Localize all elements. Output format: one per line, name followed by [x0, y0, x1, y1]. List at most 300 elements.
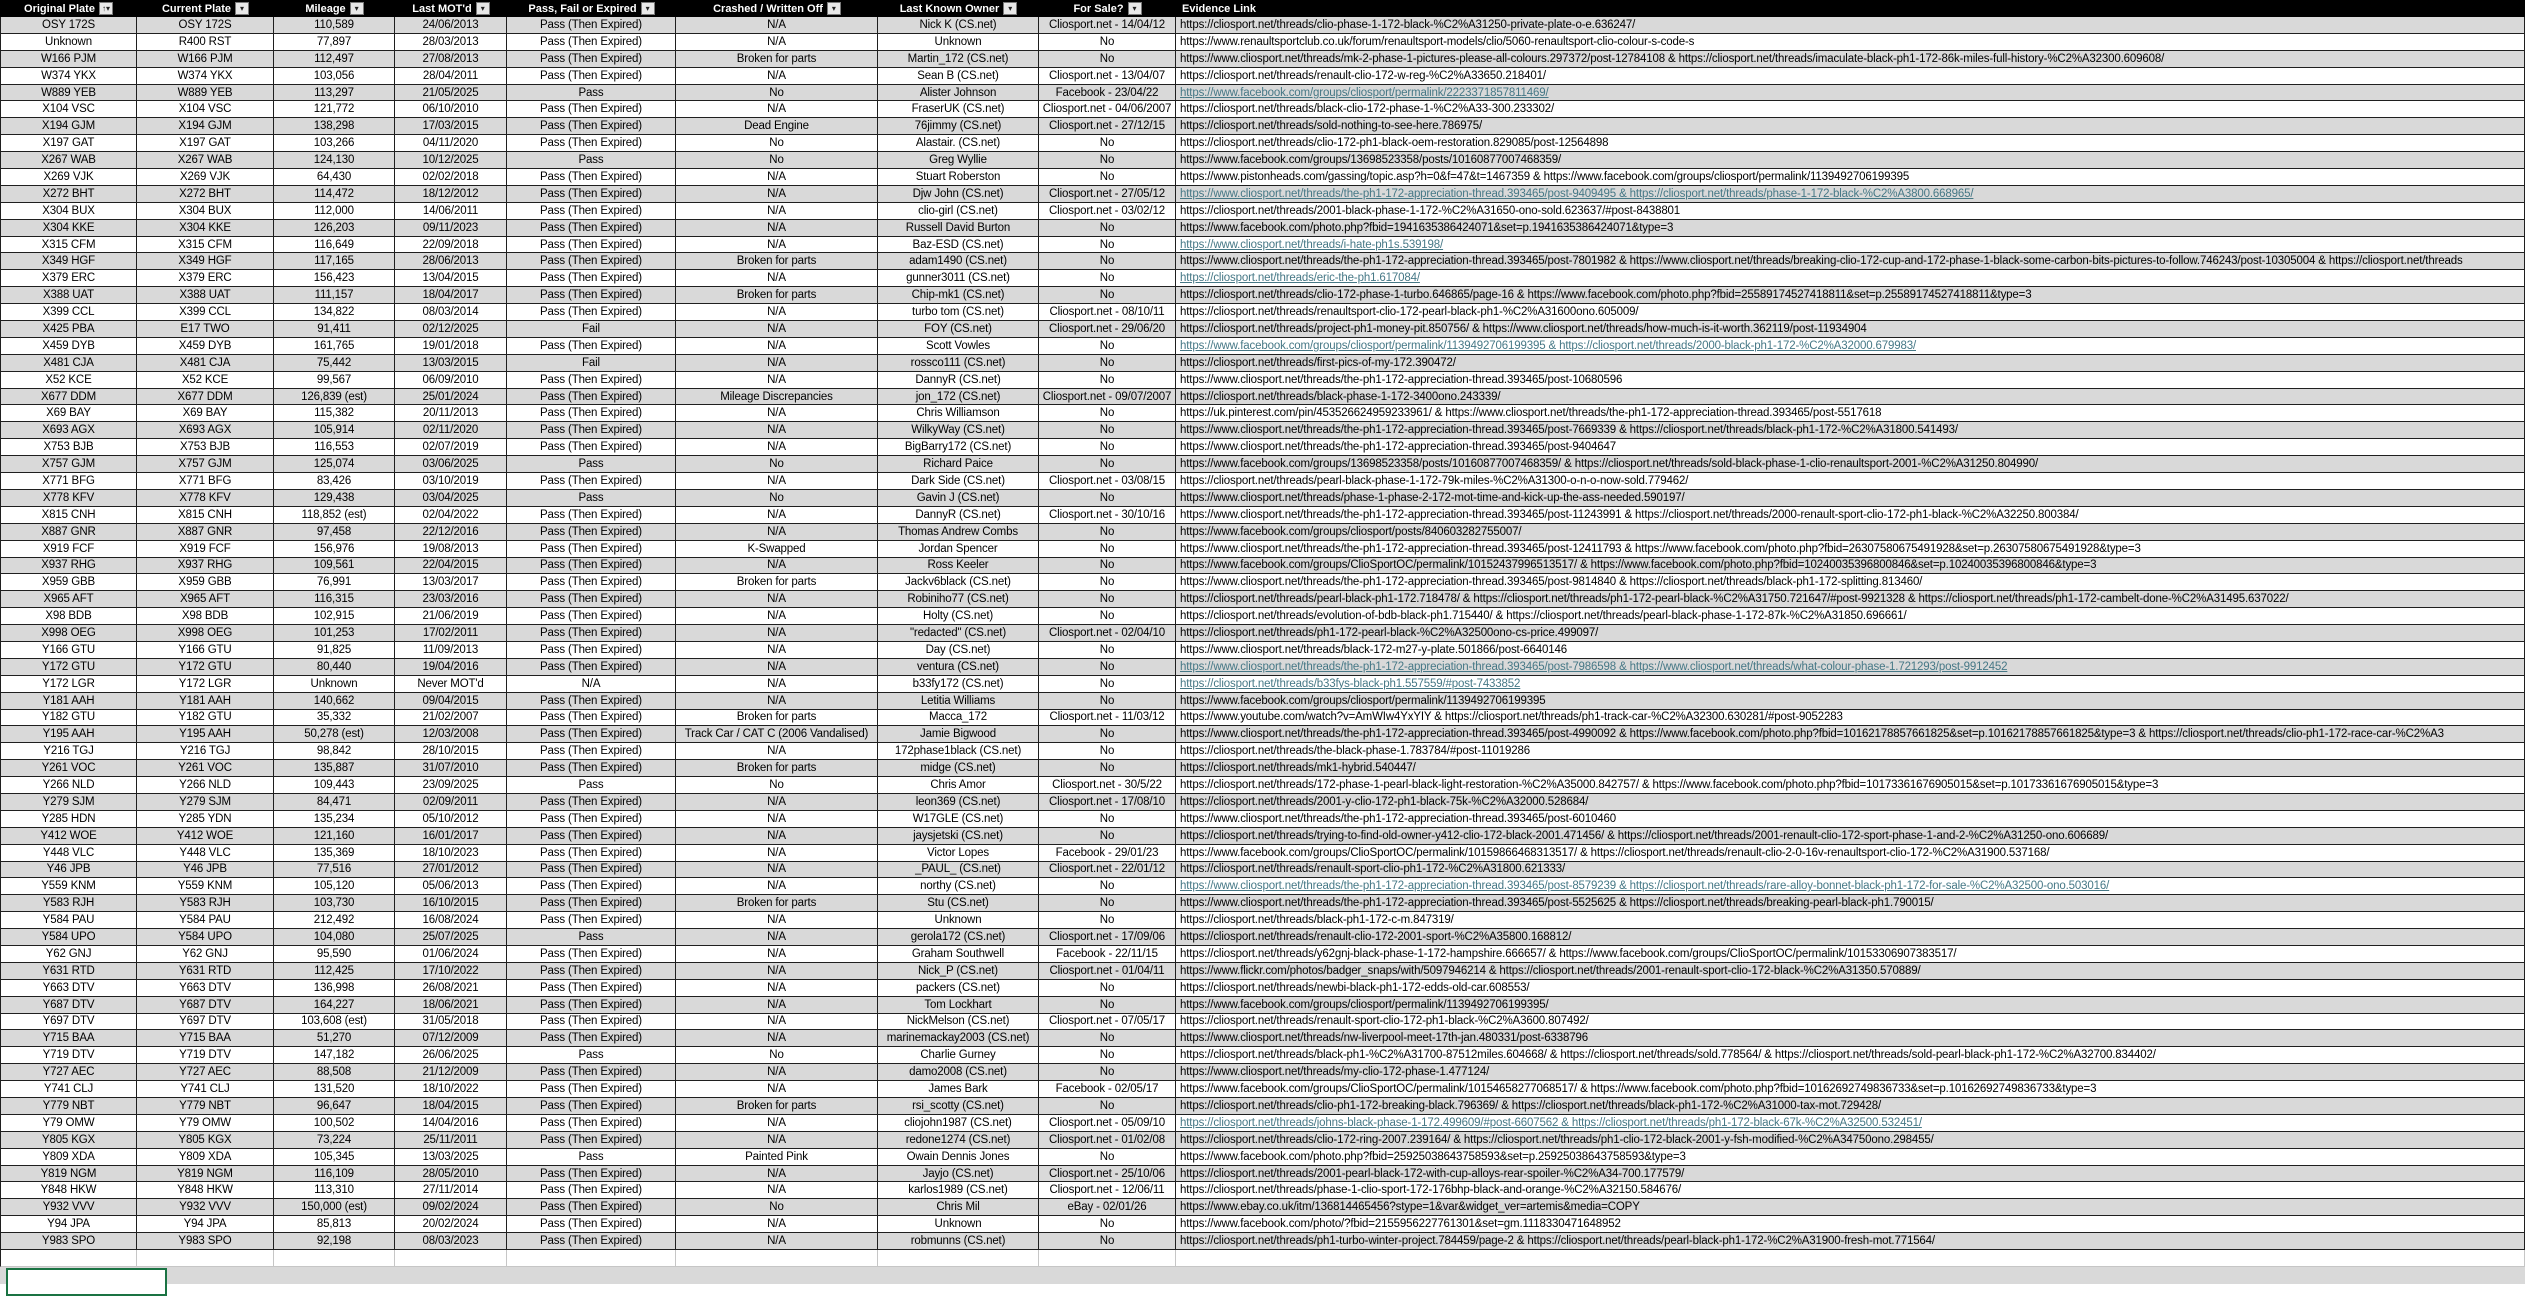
- cell[interactable]: Alastair. (CS.net): [878, 135, 1039, 152]
- cell[interactable]: N/A: [676, 845, 878, 862]
- filter-dropdown-icon[interactable]: ▾: [235, 2, 249, 15]
- cell[interactable]: Y583 RJH: [0, 895, 137, 912]
- cell[interactable]: Pass (Then Expired): [507, 253, 676, 270]
- cell[interactable]: N/A: [676, 676, 878, 693]
- cell[interactable]: No: [1039, 980, 1176, 997]
- cell[interactable]: Pass (Then Expired): [507, 541, 676, 558]
- cell[interactable]: 13/03/2025: [395, 1149, 507, 1166]
- cell[interactable]: Y932 VVV: [0, 1199, 137, 1216]
- cell[interactable]: 101,253: [274, 625, 395, 642]
- evidence-link[interactable]: https://cliosport.net/threads/renault-sport-clio-172-ph1-black-%C2%A3600.807492/: [1176, 1014, 2525, 1031]
- cell[interactable]: Y448 VLC: [137, 845, 274, 862]
- cell[interactable]: Robiniho77 (CS.net): [878, 591, 1039, 608]
- cell[interactable]: Pass (Then Expired): [507, 68, 676, 85]
- cell[interactable]: Gavin J (CS.net): [878, 490, 1039, 507]
- evidence-link[interactable]: https://www.youtube.com/watch?v=AmWIw4YxYIY & https://cliosport.net/threads/ph1-track-car-%C2%A32300.630281/#post-9052283: [1176, 710, 2525, 727]
- cell[interactable]: No: [1039, 608, 1176, 625]
- evidence-link[interactable]: https://www.cliosport.net/threads/the-ph1-172-appreciation-thread.393465/post-5525625 & https://cliosport.net/threads/breaking-pearl-black-ph1.790015/: [1176, 895, 2525, 912]
- cell[interactable]: 25/01/2024: [395, 389, 507, 406]
- evidence-link[interactable]: https://www.facebook.com/photo/?fbid=2155956227761301&set=gm.1118330471648952: [1176, 1216, 2525, 1233]
- cell[interactable]: No: [1039, 270, 1176, 287]
- cell[interactable]: N/A: [676, 1064, 878, 1081]
- evidence-link[interactable]: https://cliosport.net/threads/172-phase-1-pearl-black-light-restoration-%C2%A35000.842757/ & https://www.facebook.com/photo.php?fbid=10173361676905015&set=p.10173361676905015&type=3: [1176, 777, 2525, 794]
- cell[interactable]: N/A: [676, 997, 878, 1014]
- cell[interactable]: N/A: [676, 304, 878, 321]
- cell[interactable]: Never MOT'd: [395, 676, 507, 693]
- cell[interactable]: _PAUL_ (CS.net): [878, 862, 1039, 879]
- cell[interactable]: N/A: [676, 338, 878, 355]
- cell[interactable]: 31/07/2010: [395, 760, 507, 777]
- cell[interactable]: 08/03/2023: [395, 1233, 507, 1250]
- evidence-link[interactable]: https://cliosport.net/threads/the-black-phase-1.783784/#post-11019286: [1176, 743, 2525, 760]
- cell[interactable]: X272 BHT: [0, 186, 137, 203]
- evidence-link[interactable]: https://www.facebook.com/groups/ClioSportOC/permalink/10154658277068517/ & https://www.facebook.com/photo.php?fbid=10162692749836733&set=p.10162692749836733&type=3: [1176, 1081, 2525, 1098]
- cell[interactable]: Pass (Then Expired): [507, 693, 676, 710]
- cell[interactable]: W374 YKX: [137, 68, 274, 85]
- cell[interactable]: X965 AFT: [0, 591, 137, 608]
- cell[interactable]: Pass (Then Expired): [507, 270, 676, 287]
- cell[interactable]: Fail: [507, 321, 676, 338]
- cell[interactable]: 13/03/2017: [395, 574, 507, 591]
- cell[interactable]: Y631 RTD: [0, 963, 137, 980]
- cell[interactable]: 129,438: [274, 490, 395, 507]
- filter-dropdown-icon[interactable]: ▾: [476, 2, 490, 15]
- cell[interactable]: 98,842: [274, 743, 395, 760]
- cell[interactable]: 147,182: [274, 1047, 395, 1064]
- cell[interactable]: Pass (Then Expired): [507, 34, 676, 51]
- cell[interactable]: No: [1039, 439, 1176, 456]
- cell[interactable]: Y94 JPA: [137, 1216, 274, 1233]
- cell[interactable]: No: [1039, 355, 1176, 372]
- evidence-link[interactable]: https://www.cliosport.net/threads/the-ph1-172-appreciation-thread.393465/post-10680596: [1176, 372, 2525, 389]
- cell[interactable]: 18/10/2022: [395, 1081, 507, 1098]
- cell[interactable]: Martin_172 (CS.net): [878, 51, 1039, 68]
- cell[interactable]: Broken for parts: [676, 710, 878, 727]
- cell[interactable]: X481 CJA: [0, 355, 137, 372]
- cell[interactable]: K-Swapped: [676, 541, 878, 558]
- cell[interactable]: Pass: [507, 1149, 676, 1166]
- cell[interactable]: 09/11/2023: [395, 220, 507, 237]
- cell[interactable]: X771 BFG: [137, 473, 274, 490]
- cell[interactable]: gerola172 (CS.net): [878, 929, 1039, 946]
- cell[interactable]: X459 DYB: [137, 338, 274, 355]
- cell[interactable]: N/A: [676, 1182, 878, 1199]
- cell[interactable]: 135,234: [274, 811, 395, 828]
- cell[interactable]: 112,425: [274, 963, 395, 980]
- cell[interactable]: 21/05/2025: [395, 85, 507, 102]
- cell[interactable]: X815 CNH: [0, 507, 137, 524]
- empty-cell[interactable]: [395, 1250, 507, 1267]
- cell[interactable]: Pass (Then Expired): [507, 237, 676, 254]
- cell[interactable]: Pass (Then Expired): [507, 186, 676, 203]
- cell[interactable]: 73,224: [274, 1132, 395, 1149]
- cell[interactable]: X98 BDB: [0, 608, 137, 625]
- cell[interactable]: X315 CFM: [137, 237, 274, 254]
- cell[interactable]: Pass (Then Expired): [507, 169, 676, 186]
- cell[interactable]: No: [1039, 338, 1176, 355]
- cell[interactable]: N/A: [676, 591, 878, 608]
- cell[interactable]: Cliosport.net - 08/10/11: [1039, 304, 1176, 321]
- cell[interactable]: Pass (Then Expired): [507, 1216, 676, 1233]
- cell[interactable]: 18/04/2015: [395, 1098, 507, 1115]
- cell[interactable]: Pass: [507, 929, 676, 946]
- cell[interactable]: Broken for parts: [676, 760, 878, 777]
- cell[interactable]: No: [1039, 524, 1176, 541]
- cell[interactable]: Thomas Andrew Combs: [878, 524, 1039, 541]
- cell[interactable]: Pass (Then Expired): [507, 372, 676, 389]
- evidence-link[interactable]: https://cliosport.net/threads/renault-sport-clio-ph1-172-%C2%A31800.621333/: [1176, 862, 2525, 879]
- cell[interactable]: Cliosport.net - 11/03/12: [1039, 710, 1176, 727]
- cell[interactable]: 75,442: [274, 355, 395, 372]
- cell[interactable]: X315 CFM: [0, 237, 137, 254]
- cell[interactable]: Pass (Then Expired): [507, 794, 676, 811]
- cell[interactable]: Pass: [507, 456, 676, 473]
- cell[interactable]: W166 PJM: [0, 51, 137, 68]
- cell[interactable]: W374 YKX: [0, 68, 137, 85]
- cell[interactable]: Scott Vowles: [878, 338, 1039, 355]
- cell[interactable]: X965 AFT: [137, 591, 274, 608]
- cell[interactable]: N/A: [676, 321, 878, 338]
- cell[interactable]: 110,589: [274, 17, 395, 34]
- cell[interactable]: 07/12/2009: [395, 1030, 507, 1047]
- cell[interactable]: 77,516: [274, 862, 395, 879]
- cell[interactable]: No: [1039, 676, 1176, 693]
- cell[interactable]: Cliosport.net - 12/06/11: [1039, 1182, 1176, 1199]
- cell[interactable]: 06/10/2010: [395, 101, 507, 118]
- cell[interactable]: Track Car / CAT C (2006 Vandalised): [676, 726, 878, 743]
- cell[interactable]: 18/10/2023: [395, 845, 507, 862]
- cell[interactable]: N/A: [507, 676, 676, 693]
- cell[interactable]: Unknown: [878, 1216, 1039, 1233]
- evidence-link[interactable]: https://cliosport.net/threads/johns-black-phase-1-172.499609/#post-6607562 & https://cliosport.net/threads/ph1-172-black-67k-%C2%A32500.532451/: [1176, 1115, 2525, 1132]
- cell[interactable]: N/A: [676, 946, 878, 963]
- cell[interactable]: 31/05/2018: [395, 1014, 507, 1031]
- cell[interactable]: No: [1039, 743, 1176, 760]
- cell[interactable]: X267 WAB: [0, 152, 137, 169]
- cell[interactable]: 02/09/2011: [395, 794, 507, 811]
- cell[interactable]: 21/12/2009: [395, 1064, 507, 1081]
- cell[interactable]: N/A: [676, 34, 878, 51]
- cell[interactable]: Cliosport.net - 07/05/17: [1039, 1014, 1176, 1031]
- cell[interactable]: karlos1989 (CS.net): [878, 1182, 1039, 1199]
- cell[interactable]: Y819 NGM: [0, 1166, 137, 1183]
- evidence-link[interactable]: https://cliosport.net/threads/project-ph1-money-pit.850756/ & https://www.cliosport.net/threads/how-much-is-it-worth.362119/post-11934904: [1176, 321, 2525, 338]
- cell[interactable]: X459 DYB: [0, 338, 137, 355]
- cell[interactable]: N/A: [676, 693, 878, 710]
- evidence-link[interactable]: https://www.cliosport.net/threads/the-ph1-172-appreciation-thread.393465/post-12411793 & https://www.facebook.com/photo.php?fbid=26307580675491928&set=p.26307580675491928&type=3: [1176, 541, 2525, 558]
- evidence-link[interactable]: https://www.cliosport.net/threads/the-ph1-172-appreciation-thread.393465/post-9404647: [1176, 439, 2525, 456]
- cell[interactable]: 135,369: [274, 845, 395, 862]
- cell[interactable]: 112,497: [274, 51, 395, 68]
- cell[interactable]: Y448 VLC: [0, 845, 137, 862]
- evidence-link[interactable]: https://www.renaultsportclub.co.uk/forum/renaultsport-models/clio/5060-renaultsport-clio-colour-s-code-s: [1176, 34, 2525, 51]
- cell[interactable]: X771 BFG: [0, 473, 137, 490]
- evidence-link[interactable]: https://cliosport.net/threads/y62gnj-black-phase-1-172-hampshire.666657/ & https://www.facebook.com/groups/ClioSportOC/permalink/10153306907383517/: [1176, 946, 2525, 963]
- cell[interactable]: No: [1039, 997, 1176, 1014]
- cell[interactable]: gunner3011 (CS.net): [878, 270, 1039, 287]
- cell[interactable]: Y741 CLJ: [0, 1081, 137, 1098]
- cell[interactable]: 112,000: [274, 203, 395, 220]
- cell[interactable]: rsi_scotty (CS.net): [878, 1098, 1039, 1115]
- cell[interactable]: Pass (Then Expired): [507, 203, 676, 220]
- cell[interactable]: 103,266: [274, 135, 395, 152]
- cell[interactable]: Tom Lockhart: [878, 997, 1039, 1014]
- cell[interactable]: Pass (Then Expired): [507, 507, 676, 524]
- cell[interactable]: Pass (Then Expired): [507, 828, 676, 845]
- cell[interactable]: 25/07/2025: [395, 929, 507, 946]
- cell[interactable]: N/A: [676, 1132, 878, 1149]
- cell[interactable]: X304 BUX: [137, 203, 274, 220]
- cell[interactable]: Greg Wyllie: [878, 152, 1039, 169]
- cell[interactable]: E17 TWO: [137, 321, 274, 338]
- cell[interactable]: northy (CS.net): [878, 878, 1039, 895]
- cell[interactable]: 88,508: [274, 1064, 395, 1081]
- cell[interactable]: 113,310: [274, 1182, 395, 1199]
- cell[interactable]: 117,165: [274, 253, 395, 270]
- cell[interactable]: 105,120: [274, 878, 395, 895]
- cell[interactable]: Y932 VVV: [137, 1199, 274, 1216]
- cell[interactable]: Pass: [507, 85, 676, 102]
- cell[interactable]: N/A: [676, 1115, 878, 1132]
- cell[interactable]: N/A: [676, 203, 878, 220]
- cell[interactable]: 115,382: [274, 405, 395, 422]
- cell[interactable]: N/A: [676, 862, 878, 879]
- cell[interactable]: X778 KFV: [137, 490, 274, 507]
- cell[interactable]: Y261 VOC: [0, 760, 137, 777]
- cell[interactable]: No: [1039, 541, 1176, 558]
- cell[interactable]: N/A: [676, 1233, 878, 1250]
- cell[interactable]: 109,443: [274, 777, 395, 794]
- cell[interactable]: Pass (Then Expired): [507, 1132, 676, 1149]
- cell[interactable]: Broken for parts: [676, 895, 878, 912]
- cell[interactable]: Nick K (CS.net): [878, 17, 1039, 34]
- cell[interactable]: Y79 OMW: [137, 1115, 274, 1132]
- cell[interactable]: 20/11/2013: [395, 405, 507, 422]
- cell[interactable]: 20/02/2024: [395, 1216, 507, 1233]
- cell[interactable]: 17/03/2015: [395, 118, 507, 135]
- cell[interactable]: 124,130: [274, 152, 395, 169]
- cell[interactable]: No: [1039, 152, 1176, 169]
- cell[interactable]: DannyR (CS.net): [878, 507, 1039, 524]
- evidence-link[interactable]: https://cliosport.net/threads/phase-1-clio-sport-172-176bhp-black-and-orange-%C2%A32150.584676/: [1176, 1182, 2525, 1199]
- cell[interactable]: X998 OEG: [137, 625, 274, 642]
- cell[interactable]: FOY (CS.net): [878, 321, 1039, 338]
- cell[interactable]: X194 GJM: [137, 118, 274, 135]
- cell[interactable]: robmunns (CS.net): [878, 1233, 1039, 1250]
- cell[interactable]: 28/03/2013: [395, 34, 507, 51]
- cell[interactable]: X677 DDM: [137, 389, 274, 406]
- cell[interactable]: OSY 172S: [0, 17, 137, 34]
- cell[interactable]: 28/05/2010: [395, 1166, 507, 1183]
- cell[interactable]: Dead Engine: [676, 118, 878, 135]
- cell[interactable]: Y663 DTV: [0, 980, 137, 997]
- cell[interactable]: W166 PJM: [137, 51, 274, 68]
- cell[interactable]: WilkyWay (CS.net): [878, 422, 1039, 439]
- evidence-link[interactable]: https://www.facebook.com/groups/cliosport/permalink/1139492706199395 & https://cliosport.net/threads/2000-black-ph1-172-%C2%A32000.679983/: [1176, 338, 2525, 355]
- empty-cell[interactable]: [676, 1250, 878, 1267]
- cell[interactable]: 103,608 (est): [274, 1014, 395, 1031]
- evidence-link[interactable]: https://www.cliosport.net/threads/the-ph1-172-appreciation-thread.393465/post-4990092 & https://www.facebook.com/photo.php?fbid=10162178857661825&set=p.10162178857661825&type=3 & https://cliosport.net/threads/clio-ph1-172-race-car-%C2%A3: [1176, 726, 2525, 743]
- cell[interactable]: Pass (Then Expired): [507, 574, 676, 591]
- cell[interactable]: Pass (Then Expired): [507, 101, 676, 118]
- cell[interactable]: No: [1039, 1233, 1176, 1250]
- cell[interactable]: 51,270: [274, 1030, 395, 1047]
- evidence-link[interactable]: https://cliosport.net/threads/renaultsport-clio-172-pearl-black-ph1-%C2%A31600ono.605009/: [1176, 304, 2525, 321]
- cell[interactable]: Cliosport.net - 14/04/12: [1039, 17, 1176, 34]
- cell[interactable]: X815 CNH: [137, 507, 274, 524]
- cell[interactable]: Pass (Then Expired): [507, 980, 676, 997]
- cell[interactable]: No: [1039, 878, 1176, 895]
- cell[interactable]: N/A: [676, 524, 878, 541]
- cell[interactable]: X269 VJK: [0, 169, 137, 186]
- evidence-link[interactable]: https://www.cliosport.net/threads/the-ph1-172-appreciation-thread.393465/post-7669339 & https://cliosport.net/threads/black-ph1-172-%C2%A31800.541493/: [1176, 422, 2525, 439]
- cell[interactable]: Dark Side (CS.net): [878, 473, 1039, 490]
- evidence-link[interactable]: https://www.flickr.com/photos/badger_snaps/with/5097946214 & https://cliosport.net/threads/2001-renault-sport-clio-172-black-%C2%A31350.570889/: [1176, 963, 2525, 980]
- cell[interactable]: 116,109: [274, 1166, 395, 1183]
- cell[interactable]: N/A: [676, 68, 878, 85]
- cell[interactable]: Cliosport.net - 25/10/06: [1039, 1166, 1176, 1183]
- cell[interactable]: 134,822: [274, 304, 395, 321]
- cell[interactable]: Pass (Then Expired): [507, 726, 676, 743]
- filter-dropdown-icon[interactable]: ▾: [641, 2, 655, 15]
- cell[interactable]: N/A: [676, 642, 878, 659]
- cell[interactable]: N/A: [676, 220, 878, 237]
- filter-dropdown-icon[interactable]: ▾: [1003, 2, 1017, 15]
- cell[interactable]: X267 WAB: [137, 152, 274, 169]
- cell[interactable]: Y166 GTU: [137, 642, 274, 659]
- cell[interactable]: 100,502: [274, 1115, 395, 1132]
- cell[interactable]: 12/03/2008: [395, 726, 507, 743]
- cell[interactable]: 102,915: [274, 608, 395, 625]
- cell[interactable]: 105,345: [274, 1149, 395, 1166]
- evidence-link[interactable]: https://www.cliosport.net/threads/my-clio-172-phase-1.477124/: [1176, 1064, 2525, 1081]
- cell[interactable]: Cliosport.net - 27/12/15: [1039, 118, 1176, 135]
- cell[interactable]: N/A: [676, 1081, 878, 1098]
- empty-cell[interactable]: [507, 1250, 676, 1267]
- active-cell-selection[interactable]: [6, 1268, 167, 1296]
- cell[interactable]: X197 GAT: [0, 135, 137, 152]
- cell[interactable]: 13/03/2015: [395, 355, 507, 372]
- cell[interactable]: Cliosport.net - 03/08/15: [1039, 473, 1176, 490]
- evidence-link[interactable]: https://cliosport.net/threads/clio-172-ph1-black-oem-restoration.829085/post-12564898: [1176, 135, 2525, 152]
- cell[interactable]: Pass (Then Expired): [507, 287, 676, 304]
- cell[interactable]: Owain Dennis Jones: [878, 1149, 1039, 1166]
- cell[interactable]: Pass (Then Expired): [507, 946, 676, 963]
- cell[interactable]: N/A: [676, 1014, 878, 1031]
- cell[interactable]: redone1274 (CS.net): [878, 1132, 1039, 1149]
- cell[interactable]: 21/06/2019: [395, 608, 507, 625]
- cell[interactable]: Pass: [507, 490, 676, 507]
- cell[interactable]: No: [1039, 51, 1176, 68]
- cell[interactable]: Cliosport.net - 22/01/12: [1039, 862, 1176, 879]
- cell[interactable]: Russell David Burton: [878, 220, 1039, 237]
- cell[interactable]: N/A: [676, 422, 878, 439]
- evidence-link[interactable]: https://cliosport.net/threads/clio-phase-1-172-black-%C2%A31250-private-plate-o-e.636247/: [1176, 17, 2525, 34]
- cell[interactable]: N/A: [676, 1166, 878, 1183]
- evidence-link[interactable]: https://www.ebay.co.uk/itm/136814465456?stype=1&var&widget_ver=artemis&media=COPY: [1176, 1199, 2525, 1216]
- cell[interactable]: Y195 AAH: [0, 726, 137, 743]
- cell[interactable]: 164,227: [274, 997, 395, 1014]
- cell[interactable]: Jackv6black (CS.net): [878, 574, 1039, 591]
- cell[interactable]: Cliosport.net - 17/08/10: [1039, 794, 1176, 811]
- evidence-link[interactable]: https://www.cliosport.net/threads/black-172-m27-y-plate.501866/post-6640146: [1176, 642, 2525, 659]
- cell[interactable]: "redacted" (CS.net): [878, 625, 1039, 642]
- cell[interactable]: Sean B (CS.net): [878, 68, 1039, 85]
- evidence-link[interactable]: https://cliosport.net/threads/2001-pearl-black-172-with-cup-alloys-rear-spoiler-%C2%A34-700.177579/: [1176, 1166, 2525, 1183]
- cell[interactable]: No: [676, 490, 878, 507]
- cell[interactable]: X104 VSC: [137, 101, 274, 118]
- cell[interactable]: Graham Southwell: [878, 946, 1039, 963]
- cell[interactable]: Ross Keeler: [878, 558, 1039, 575]
- evidence-link[interactable]: https://www.cliosport.net/threads/phase-1-phase-2-172-mot-time-and-kick-up-the-ass-needed.590197/: [1176, 490, 2525, 507]
- evidence-link[interactable]: https://uk.pinterest.com/pin/453526624959233961/ & https://www.cliosport.net/threads/the-ph1-172-appreciation-thread.393465/post-5517618: [1176, 405, 2525, 422]
- cell[interactable]: Y779 NBT: [137, 1098, 274, 1115]
- cell[interactable]: Y181 AAH: [137, 693, 274, 710]
- cell[interactable]: Y62 GNJ: [0, 946, 137, 963]
- cell[interactable]: Pass (Then Expired): [507, 405, 676, 422]
- cell[interactable]: Y216 TGJ: [0, 743, 137, 760]
- cell[interactable]: Y266 NLD: [137, 777, 274, 794]
- evidence-link[interactable]: https://cliosport.net/threads/black-ph1-172-c-m.847319/: [1176, 912, 2525, 929]
- evidence-link[interactable]: https://www.facebook.com/groups/cliosport/posts/840603282755007/: [1176, 524, 2525, 541]
- cell[interactable]: X757 GJM: [0, 456, 137, 473]
- cell[interactable]: 16/01/2017: [395, 828, 507, 845]
- cell[interactable]: Macca_172: [878, 710, 1039, 727]
- cell[interactable]: Jayjo (CS.net): [878, 1166, 1039, 1183]
- cell[interactable]: No: [1039, 1149, 1176, 1166]
- evidence-link[interactable]: https://www.pistonheads.com/gassing/topic.asp?h=0&f=47&t=1467359 & https://www.facebook.com/groups/cliosport/permalink/1139492706199395: [1176, 169, 2525, 186]
- cell[interactable]: midge (CS.net): [878, 760, 1039, 777]
- evidence-link[interactable]: https://cliosport.net/threads/clio-ph1-172-breaking-black.796369/ & https://cliosport.net/threads/black-ph1-172-%C2%A31000-tax-mot.729428/: [1176, 1098, 2525, 1115]
- empty-cell[interactable]: [676, 1267, 878, 1284]
- cell[interactable]: 18/06/2021: [395, 997, 507, 1014]
- cell[interactable]: b33fy172 (CS.net): [878, 676, 1039, 693]
- cell[interactable]: 126,839 (est): [274, 389, 395, 406]
- cell[interactable]: R400 RST: [137, 34, 274, 51]
- cell[interactable]: X937 RHG: [137, 558, 274, 575]
- cell[interactable]: 22/09/2018: [395, 237, 507, 254]
- cell[interactable]: eBay - 02/01/26: [1039, 1199, 1176, 1216]
- cell[interactable]: Pass (Then Expired): [507, 591, 676, 608]
- evidence-link[interactable]: https://cliosport.net/threads/black-phase-1-172-3400ono.243339/: [1176, 389, 2525, 406]
- cell[interactable]: No: [1039, 811, 1176, 828]
- cell[interactable]: Cliosport.net - 30/10/16: [1039, 507, 1176, 524]
- cell[interactable]: No: [1039, 287, 1176, 304]
- evidence-link[interactable]: https://cliosport.net/threads/renault-clio-172-w-reg-%C2%A33650.218401/: [1176, 68, 2525, 85]
- cell[interactable]: 91,825: [274, 642, 395, 659]
- cell[interactable]: 83,426: [274, 473, 395, 490]
- cell[interactable]: No: [1039, 237, 1176, 254]
- cell[interactable]: 23/03/2016: [395, 591, 507, 608]
- cell[interactable]: Facebook - 23/04/22: [1039, 85, 1176, 102]
- evidence-link[interactable]: https://cliosport.net/threads/pearl-black-ph1-172.718478/ & https://cliosport.net/threads/ph1-172-pearl-black-%C2%A31750.721647/#post-9921328 & https://cliosport.net/threads/ph1-172-cambelt-done-%C2%A31495.637022/: [1176, 591, 2525, 608]
- cell[interactable]: Cliosport.net - 03/02/12: [1039, 203, 1176, 220]
- evidence-link[interactable]: https://cliosport.net/threads/trying-to-find-old-owner-y412-clio-172-black-2001.471456/ & https://cliosport.net/threads/2001-renault-clio-172-sport-phase-1-and-2-%C2%A31250-ono.606689/: [1176, 828, 2525, 845]
- cell[interactable]: 02/07/2019: [395, 439, 507, 456]
- cell[interactable]: Y279 SJM: [137, 794, 274, 811]
- filter-dropdown-icon[interactable]: ▾: [827, 2, 841, 15]
- cell[interactable]: No: [1039, 828, 1176, 845]
- cell[interactable]: Y79 OMW: [0, 1115, 137, 1132]
- cell[interactable]: 05/06/2013: [395, 878, 507, 895]
- cell[interactable]: 104,080: [274, 929, 395, 946]
- cell[interactable]: N/A: [676, 237, 878, 254]
- cell[interactable]: 76,991: [274, 574, 395, 591]
- cell[interactable]: Pass (Then Expired): [507, 51, 676, 68]
- cell[interactable]: cliojohn1987 (CS.net): [878, 1115, 1039, 1132]
- cell[interactable]: X272 BHT: [137, 186, 274, 203]
- cell[interactable]: W889 YEB: [0, 85, 137, 102]
